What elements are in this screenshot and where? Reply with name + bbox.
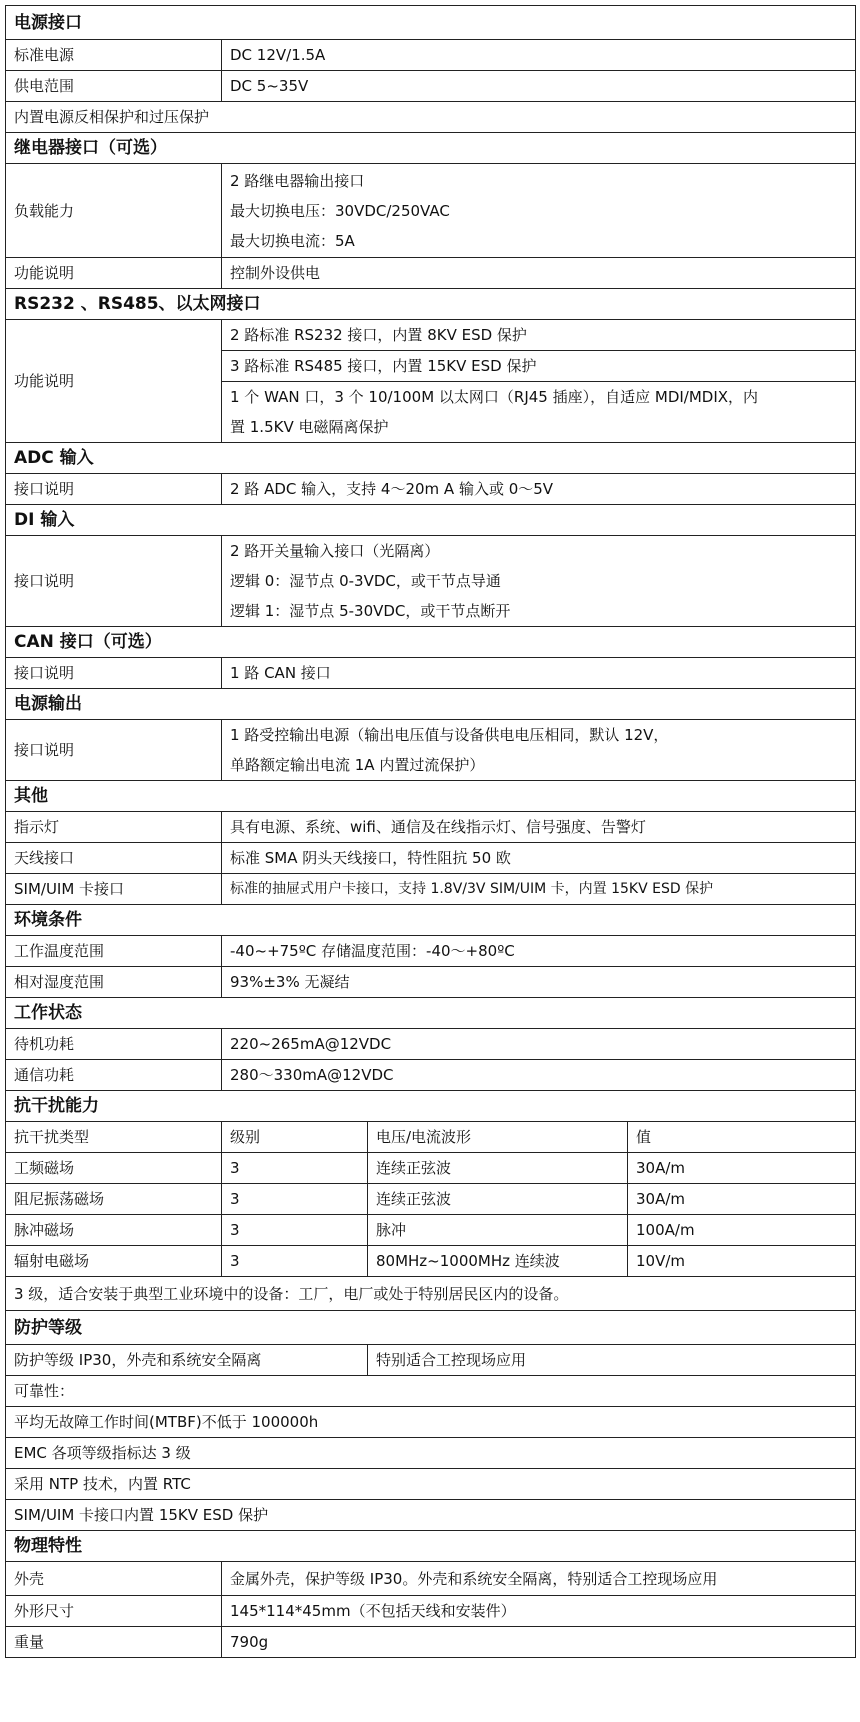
row-label: 待机功耗 [6, 1029, 222, 1060]
section-adc: ADC 输入 [6, 443, 856, 474]
table-cell: 连续正弦波 [368, 1184, 628, 1215]
table-cell: 30A/m [628, 1153, 856, 1184]
row-value: 具有电源、系统、wifi、通信及在线指示灯、信号强度、告警灯 [222, 812, 856, 843]
line: 置 1.5KV 电磁隔离保护 [230, 418, 389, 436]
row-value: DC 5~35V [222, 71, 856, 102]
section-work: 工作状态 [6, 998, 856, 1029]
table-cell: 30A/m [628, 1184, 856, 1215]
row-label: 标准电源 [6, 40, 222, 71]
row-value: 220~265mA@12VDC [222, 1029, 856, 1060]
column-header: 电压/电流波形 [368, 1122, 628, 1153]
row-label: 外形尺寸 [6, 1596, 222, 1627]
row-label: 天线接口 [6, 843, 222, 874]
table-cell: 脉冲 [368, 1215, 628, 1246]
table-cell: 100A/m [628, 1215, 856, 1246]
line: 2 路开关量输入接口（光隔离） [230, 542, 440, 560]
row-value: 2 路 ADC 输入，支持 4～20m A 输入或 0～5V [222, 474, 856, 505]
row-value: 2 路标准 RS232 接口，内置 8KV ESD 保护 [222, 320, 856, 351]
section-can: CAN 接口（可选） [6, 627, 856, 658]
table-cell: 连续正弦波 [368, 1153, 628, 1184]
protect-right: 特别适合工控现场应用 [368, 1345, 856, 1376]
relay-load-value [222, 164, 856, 258]
row-value: DC 12V/1.5A [222, 40, 856, 71]
row-value: 3 路标准 RS485 接口，内置 15KV ESD 保护 [222, 351, 856, 382]
line: 1 路受控输出电源（输出电压值与设备供电电压相同，默认 12V， [230, 726, 669, 744]
row-value: 93%±3% 无凝结 [222, 967, 856, 998]
di-value [222, 536, 856, 627]
power-out-value [222, 720, 856, 781]
row-value: 金属外壳，保护等级 IP30。外壳和系统安全隔离，特别适合工控现场应用 [222, 1562, 856, 1596]
table-row [6, 1184, 856, 1215]
row-label: 接口说明 [6, 474, 222, 505]
reliability-line: SIM/UIM 卡接口内置 15KV ESD 保护 [6, 1500, 856, 1531]
table-row [6, 1153, 856, 1184]
row-label: 接口说明 [6, 536, 222, 627]
row-label: 接口说明 [6, 658, 222, 689]
row-value: 145*114*45mm（不包括天线和安装件） [222, 1596, 856, 1627]
table-cell: 辐射电磁场 [6, 1246, 222, 1277]
section-di: DI 输入 [6, 505, 856, 536]
line: 逻辑 0：湿节点 0-3VDC，或干节点导通 [230, 572, 501, 590]
line: 1 个 WAN 口，3 个 10/100M 以太网口（RJ45 插座），自适应 MDI/MDIX，内 [230, 388, 759, 406]
row-label: 供电范围 [6, 71, 222, 102]
table-cell: 3 [222, 1215, 368, 1246]
row-label: 负载能力 [6, 164, 222, 258]
row-value: 标准 SMA 阴头天线接口，特性阻抗 50 欧 [222, 843, 856, 874]
section-physical: 物理特性 [6, 1531, 856, 1562]
row-label: 功能说明 [6, 258, 222, 289]
table-row [6, 1246, 856, 1277]
line: 最大切换电压：30VDC/250VAC [230, 201, 450, 220]
column-header: 抗干扰类型 [6, 1122, 222, 1153]
section-power-out: 电源输出 [6, 689, 856, 720]
row-label: 接口说明 [6, 720, 222, 781]
line: 最大切换电流：5A [230, 231, 355, 250]
row-value: 280～330mA@12VDC [222, 1060, 856, 1091]
row-label: 通信功耗 [6, 1060, 222, 1091]
table-cell: 阻尼振荡磁场 [6, 1184, 222, 1215]
section-protect: 防护等级 [6, 1311, 856, 1345]
section-env: 环境条件 [6, 905, 856, 936]
table-cell: 脉冲磁场 [6, 1215, 222, 1246]
power-note: 内置电源反相保护和过压保护 [6, 102, 856, 133]
row-label: 相对湿度范围 [6, 967, 222, 998]
reliability-line: 采用 NTP 技术，内置 RTC [6, 1469, 856, 1500]
protect-left: 防护等级 IP30，外壳和系统安全隔离 [6, 1345, 368, 1376]
table-cell: 10V/m [628, 1246, 856, 1277]
row-label: 指示灯 [6, 812, 222, 843]
row-label: 重量 [6, 1627, 222, 1658]
row-label: 工作温度范围 [6, 936, 222, 967]
reliability-line: 平均无故障工作时间(MTBF)不低于 100000h [6, 1407, 856, 1438]
reliability-line: EMC 各项等级指标达 3 级 [6, 1438, 856, 1469]
row-value: 1 路 CAN 接口 [222, 658, 856, 689]
table-cell: 3 [222, 1246, 368, 1277]
table-cell: 80MHz~1000MHz 连续波 [368, 1246, 628, 1277]
row-value: 790g [222, 1627, 856, 1658]
table-cell: 3 [222, 1184, 368, 1215]
section-serial: RS232 、RS485、以太网接口 [6, 289, 856, 320]
row-value: -40~+75ºC 存储温度范围：-40～+80ºC [222, 936, 856, 967]
section-relay: 继电器接口（可选） [6, 133, 856, 164]
section-power: 电源接口 [6, 6, 856, 40]
table-row [6, 1215, 856, 1246]
row-label: 功能说明 [6, 320, 222, 443]
column-header: 级别 [222, 1122, 368, 1153]
row-value: 控制外设供电 [222, 258, 856, 289]
column-header: 值 [628, 1122, 856, 1153]
section-emi: 抗干扰能力 [6, 1091, 856, 1122]
row-value: 标准的抽屉式用户卡接口，支持 1.8V/3V SIM/UIM 卡，内置 15KV ESD 保护 [222, 874, 856, 905]
spec-table [5, 5, 856, 1658]
section-other: 其他 [6, 781, 856, 812]
row-label: 外壳 [6, 1562, 222, 1596]
table-cell: 工频磁场 [6, 1153, 222, 1184]
emi-note: 3 级，适合安装于典型工业环境中的设备：工厂，电厂或处于特别居民区内的设备。 [6, 1277, 856, 1311]
line: 逻辑 1：湿节点 5-30VDC，或干节点断开 [230, 602, 511, 620]
ethernet-value [222, 382, 856, 443]
reliability-label: 可靠性： [6, 1376, 856, 1407]
line: 单路额定输出电流 1A 内置过流保护） [230, 756, 485, 774]
line: 2 路继电器输出接口 [230, 171, 365, 190]
table-cell: 3 [222, 1153, 368, 1184]
row-label: SIM/UIM 卡接口 [6, 874, 222, 905]
